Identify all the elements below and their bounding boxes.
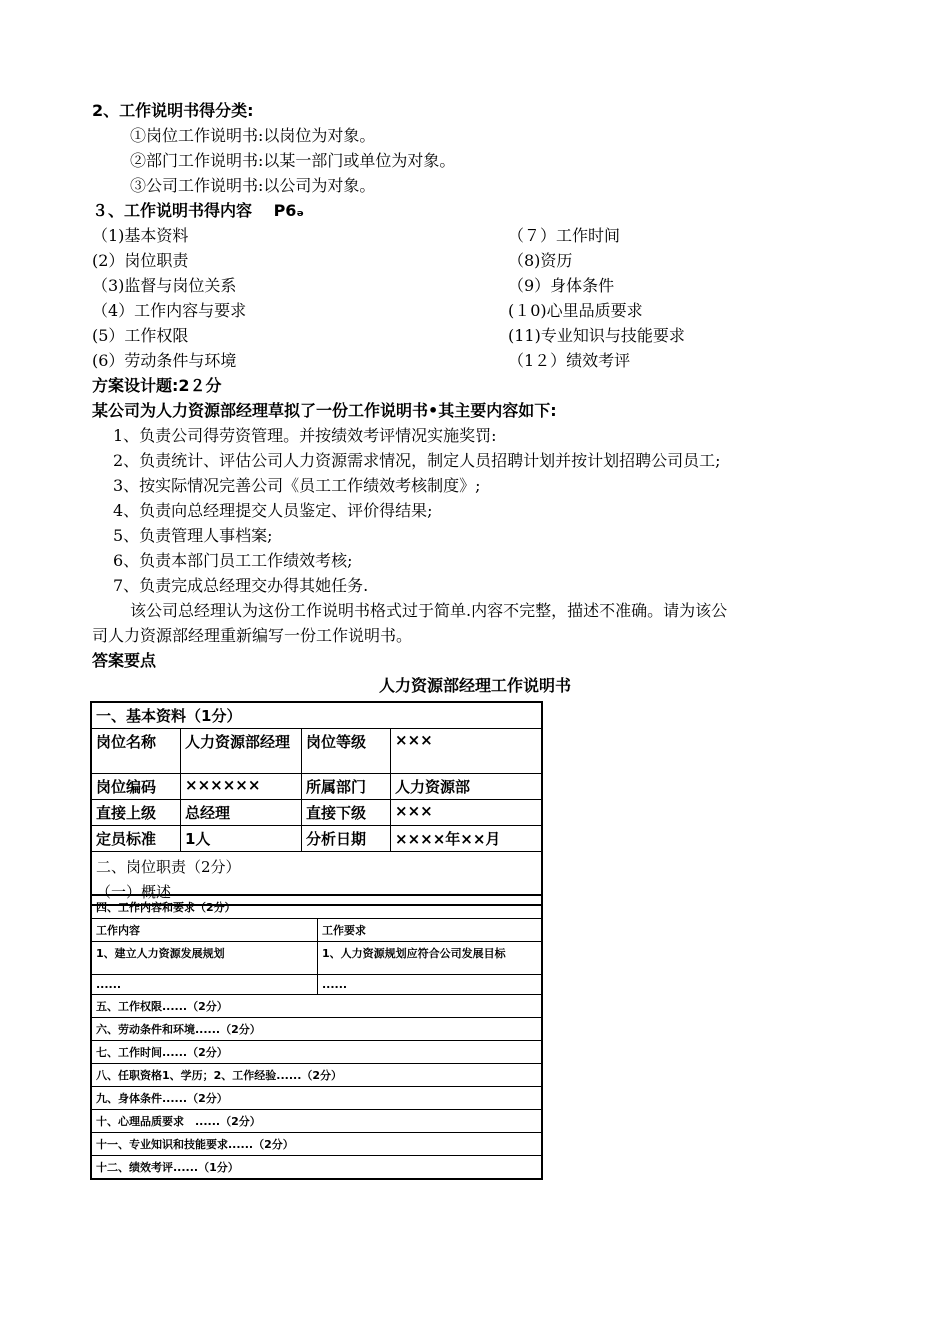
table-cell: 直接上级 xyxy=(91,800,181,826)
table-cell: ×××××× xyxy=(181,774,302,800)
table-cell: 定员标准 xyxy=(91,826,181,852)
design-item: 2、负责统计、评估公司人力资源需求情况，制定人员招聘计划并按计划招聘公司员工; xyxy=(113,451,721,470)
content-item-left: （4）工作内容与要求 xyxy=(92,301,247,320)
content-item-left: （3)监督与岗位关系 xyxy=(92,276,237,295)
table-cell: ××× xyxy=(391,729,543,774)
answer-heading: 答案要点 xyxy=(92,651,157,670)
section2-item: ②部门工作说明书:以某一部门或单位为对象。 xyxy=(130,151,456,170)
section-row: 十一、专业知识和技能要求......（2分） xyxy=(91,1133,542,1156)
table-row xyxy=(91,702,542,729)
table-cell: 1、人力资源规划应符合公司发展目标 xyxy=(318,942,543,975)
section-title: 一、基本资料（1分） xyxy=(91,702,542,729)
content-item-left: (5）工作权限 xyxy=(92,326,189,345)
duty-title: 二、岗位职责（2分） xyxy=(96,858,241,876)
table-cell: 直接下级 xyxy=(302,800,391,826)
section-row: 七、工作时间......（2分） xyxy=(91,1041,542,1064)
section-row: 九、身体条件......（2分） xyxy=(91,1087,542,1110)
section2-heading: 2、工作说明书得分类: xyxy=(92,101,254,120)
table-cell: ××××年××月 xyxy=(391,826,543,852)
design-item: 5、负责管理人事档案; xyxy=(113,526,273,545)
table-row xyxy=(91,895,542,919)
table-cell: 人力资源部 xyxy=(391,774,543,800)
table-cell: 分析日期 xyxy=(302,826,391,852)
overview-label: （一）概述 xyxy=(96,883,172,901)
table-cell: 1、建立人力资源发展规划 xyxy=(91,942,318,975)
table-cell: 岗位等级 xyxy=(302,729,391,774)
content-item-right: （７）工作时间 xyxy=(508,226,621,245)
design-intro: 某公司为人力资源部经理草拟了一份工作说明书•其主要内容如下: xyxy=(92,401,557,420)
table-row xyxy=(91,729,542,774)
section-row: 八、任职资格1、学历；2、工作经验......（2分） xyxy=(91,1064,542,1087)
table-row xyxy=(91,826,542,852)
table-cell: 岗位名称 xyxy=(91,729,181,774)
table-cell: 1人 xyxy=(181,826,302,852)
section-row: 十、心理品质要求 ......（2分） xyxy=(91,1110,542,1133)
table-row xyxy=(91,975,542,995)
table-cell: 所属部门 xyxy=(302,774,391,800)
design-item: 3、按实际情况完善公司《员工工作绩效考核制度》; xyxy=(113,476,481,495)
table-cell: 岗位编码 xyxy=(91,774,181,800)
job-content-table xyxy=(90,894,543,1180)
section3-heading: ３、工作说明书得内容 P6ₔ xyxy=(92,201,305,220)
table-cell: ××× xyxy=(391,800,543,826)
section2-item: ①岗位工作说明书:以岗位为对象。 xyxy=(130,126,376,145)
content-item-right: （9）身体条件 xyxy=(508,276,615,295)
table-row xyxy=(91,1110,542,1133)
table-row xyxy=(91,1064,542,1087)
design-heading: 方案设计题:2２分 xyxy=(92,376,222,395)
table-row xyxy=(91,995,542,1018)
design-item: 6、负责本部门员工工作绩效考核; xyxy=(113,551,353,570)
design-item: 1、负责公司得劳资管理。并按绩效考评情况实施奖罚: xyxy=(113,426,497,445)
table-row xyxy=(91,774,542,800)
basic-info-table xyxy=(90,701,543,906)
content-item-left: （1)基本资料 xyxy=(92,226,189,245)
design-paragraph: 该公司总经理认为这份工作说明书格式过于简单.内容不完整，描述不准确。请为该公 xyxy=(130,601,728,620)
section-row: 六、劳动条件和环境......（2分） xyxy=(91,1018,542,1041)
section2-item: ③公司工作说明书:以公司为对象。 xyxy=(130,176,376,195)
design-item: 7、负责完成总经理交办得其她任务. xyxy=(113,576,369,595)
design-paragraph-cont: 司人力资源部经理重新编写一份工作说明书。 xyxy=(92,626,413,645)
doc-title: 人力资源部经理工作说明书 xyxy=(378,676,571,695)
table-row xyxy=(91,1018,542,1041)
table-row xyxy=(91,1156,542,1180)
content-item-right: （8)资历 xyxy=(508,251,573,270)
content-item-right: （1２）绩效考评 xyxy=(508,351,631,370)
content-item-left: (6）劳动条件与环境 xyxy=(92,351,237,370)
table-cell: ...... xyxy=(318,975,543,995)
section-row: 十二、绩效考评......（1分） xyxy=(91,1156,542,1180)
table-row xyxy=(91,1041,542,1064)
content-item-right: (１0)心里品质要求 xyxy=(508,301,643,320)
table-row xyxy=(91,942,542,975)
table-cell: 人力资源部经理 xyxy=(181,729,302,774)
section-title: 四、工作内容和要求（2分） xyxy=(91,895,542,919)
design-item: 4、负责向总经理提交人员鉴定、评价得结果; xyxy=(113,501,433,520)
table-row xyxy=(91,852,542,880)
table-row xyxy=(91,1133,542,1156)
content-item-left: (2）岗位职责 xyxy=(92,251,189,270)
table-cell: ...... xyxy=(91,975,318,995)
table-cell: 总经理 xyxy=(181,800,302,826)
section-row: 五、工作权限......（2分） xyxy=(91,995,542,1018)
table-row xyxy=(91,1087,542,1110)
column-header: 工作要求 xyxy=(318,919,543,942)
content-item-right: (11)专业知识与技能要求 xyxy=(508,326,685,345)
table-row xyxy=(91,919,542,942)
table-row xyxy=(91,800,542,826)
column-header: 工作内容 xyxy=(91,919,318,942)
